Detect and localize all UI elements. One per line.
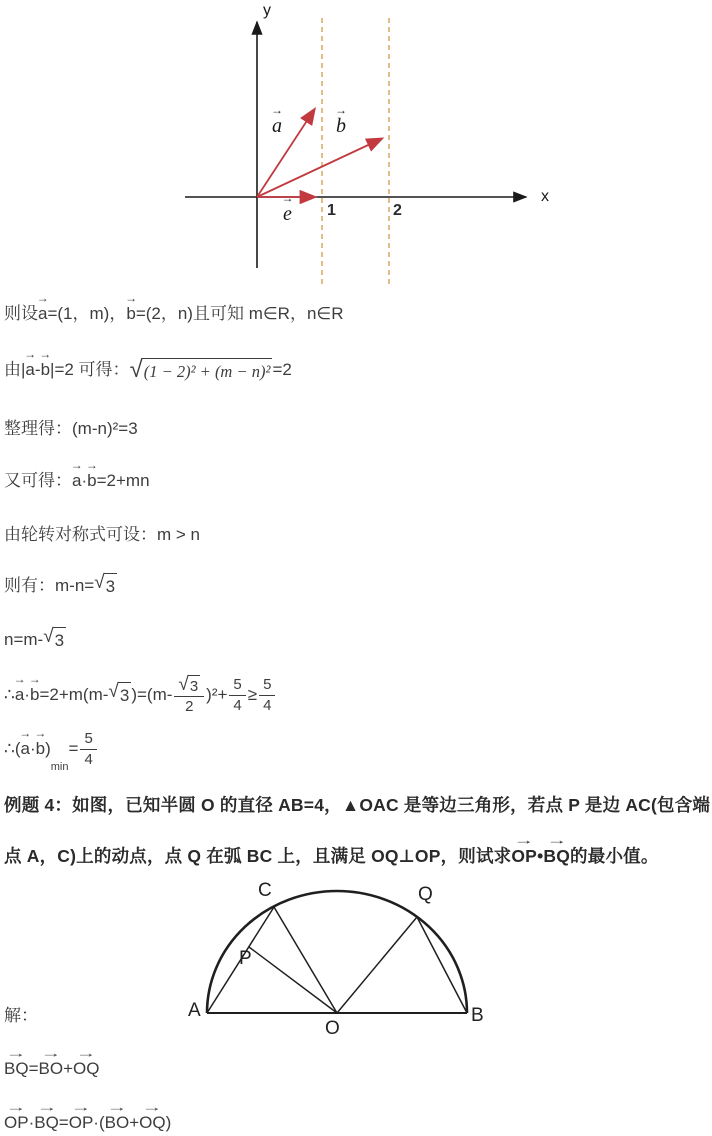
- segment-PO: [249, 947, 337, 1013]
- formula-line-5: 由轮转对称式可设：m > n: [4, 525, 200, 544]
- vector-a: → a: [36, 291, 49, 323]
- vector-arrow-icon: →: [85, 458, 98, 472]
- vector-arrow-icon: →: [13, 671, 26, 686]
- solve-label: 解：: [4, 1006, 38, 1025]
- vector-b: → b: [28, 671, 41, 704]
- vector-a: → a: [13, 671, 26, 704]
- example4-line-1: 例题 4：如图，已知半圆 O 的直径 AB=4，▲OAC 是等边三角形，若点 P 是边 AC(包含端: [4, 795, 711, 815]
- point-A-label: A: [188, 1000, 201, 1021]
- radical-expression: √ 3: [108, 682, 131, 707]
- vector-arrow-icon: →: [546, 833, 568, 847]
- point-C-label: C: [258, 880, 272, 901]
- vector-arrow-icon: →: [70, 1100, 92, 1114]
- formula-line-7: n=m- √ 3: [4, 627, 66, 652]
- formula-line-3: 整理得：(m-n)²=3: [4, 419, 138, 438]
- formula-line-8: ∴ → a · → b =2+m(m- √ 3 )=(m- √ 3 2 )²+ $\frac{5}{4}$ ≥ $\frac{5}{4}$: [4, 670, 277, 720]
- vector-arrow-icon: →: [34, 725, 47, 740]
- sqrt-sign: √: [43, 626, 54, 647]
- tick-2: 2: [393, 202, 402, 219]
- vector-bo: → BO: [104, 1100, 130, 1132]
- semicircle-diagram: [0, 878, 712, 1053]
- example4-line-2: 点 A，C)上的动点，点 Q 在弧 BC 上，且满足 OQ⊥OP，则试求 → OP • → BQ 的最小值。: [4, 833, 659, 866]
- vector-a: → a: [70, 458, 83, 490]
- segment-OQ: [337, 917, 417, 1013]
- fraction-5-over-4: $\frac{5}{4}$: [229, 676, 245, 714]
- formula-line-2: 由| → a - → b |=2 可得： √ (1 − 2)² + (m − n)² =2: [4, 347, 292, 383]
- vector-op: → OP: [511, 833, 538, 866]
- vector-b-label: → b: [335, 103, 347, 137]
- vector-arrow-icon: →: [125, 291, 138, 305]
- sqrt-sign: √: [178, 673, 189, 695]
- vector-bq: → BQ: [543, 833, 571, 866]
- formula-op-bq: → OP · → BQ = → OP ·( → BO + → OQ ): [4, 1112, 171, 1134]
- vector-oq: → OQ: [139, 1100, 166, 1132]
- vector-op: → OP: [68, 1100, 94, 1132]
- vector-a: → a: [24, 347, 37, 380]
- formula-line-4: 又可得： → a · → b =2+mn: [4, 470, 150, 492]
- vector-arrow-icon: →: [40, 1046, 61, 1060]
- vector-arrow-icon: →: [70, 458, 83, 472]
- formula-line-1: 则设 → a =(1，m)， → b =(2，n)且可知 m∈R，n∈R: [4, 303, 343, 325]
- vector-a: → a: [19, 725, 32, 758]
- x-axis-label: x: [541, 188, 549, 205]
- vector-arrow-icon: →: [28, 671, 41, 686]
- vector-op: → OP: [4, 1100, 29, 1132]
- vector-arrow-icon: →: [513, 833, 535, 847]
- vector-arrow-icon: →: [36, 291, 49, 305]
- vector-b: → b: [85, 458, 98, 490]
- vector-arrow-icon: →: [6, 1046, 27, 1060]
- vector-arrow-icon: →: [281, 191, 294, 205]
- vector-bq: → BQ: [4, 1046, 29, 1078]
- vector-b: → b: [125, 291, 138, 323]
- point-O-label: O: [325, 1018, 340, 1039]
- vector-bq: → BQ: [34, 1100, 59, 1132]
- segment-QB: [417, 917, 467, 1013]
- formula-line-9: ∴( → a · → b ) min = $\frac{5}{4}$: [4, 728, 99, 770]
- min-subscript: min: [50, 760, 69, 773]
- tick-1: 1: [327, 202, 336, 219]
- vector-b: → b: [34, 725, 47, 758]
- vector-arrow-icon: →: [36, 1100, 57, 1114]
- vector-oq: → OQ: [73, 1046, 100, 1078]
- vector-arrow-icon: →: [39, 347, 52, 362]
- sqrt-sign: √: [129, 356, 143, 383]
- vector-arrow-icon: →: [142, 1100, 163, 1114]
- axis-diagram-canvas: [0, 0, 712, 300]
- vector-arrow-icon: →: [6, 1100, 27, 1114]
- vector-axis-diagram: [0, 0, 712, 300]
- vector-arrow-icon: →: [76, 1046, 97, 1060]
- vector-a-label: → a: [271, 103, 283, 137]
- formula-bq: → BQ = → BO + → OQ: [4, 1058, 99, 1080]
- formula-line-6: 则有：m-n= √ 3: [4, 573, 117, 598]
- sqrt-sign: √: [94, 572, 105, 593]
- semicircle-canvas: [0, 878, 712, 1053]
- fraction-5-over-4: $\frac{5}{4}$: [259, 676, 275, 714]
- y-axis-label: y: [263, 2, 271, 19]
- radical-expression: √ 3: [43, 627, 66, 652]
- sqrt-sign: √: [108, 681, 119, 703]
- vector-arrow-icon: →: [271, 103, 283, 117]
- vector-arrow-icon: →: [24, 347, 37, 362]
- vector-b: → b: [39, 347, 52, 380]
- vector-arrow-icon: →: [19, 725, 32, 740]
- fraction-sqrt3-over-2: √ 3 2: [174, 675, 204, 716]
- point-P-label: P: [239, 948, 252, 969]
- fraction-5-over-4: $\frac{5}{4}$: [80, 730, 96, 768]
- point-Q-label: Q: [418, 884, 433, 905]
- point-B-label: B: [471, 1005, 484, 1026]
- vector-arrow-icon: →: [106, 1100, 128, 1114]
- vector-e-label: → e: [281, 191, 294, 225]
- segment-CO: [274, 907, 337, 1013]
- vector-bo: → BO: [38, 1046, 64, 1078]
- radical-expression: √ 3: [94, 573, 117, 598]
- radical-expression: √ (1 − 2)² + (m − n)²: [129, 356, 271, 383]
- vector-arrow-icon: →: [335, 103, 347, 117]
